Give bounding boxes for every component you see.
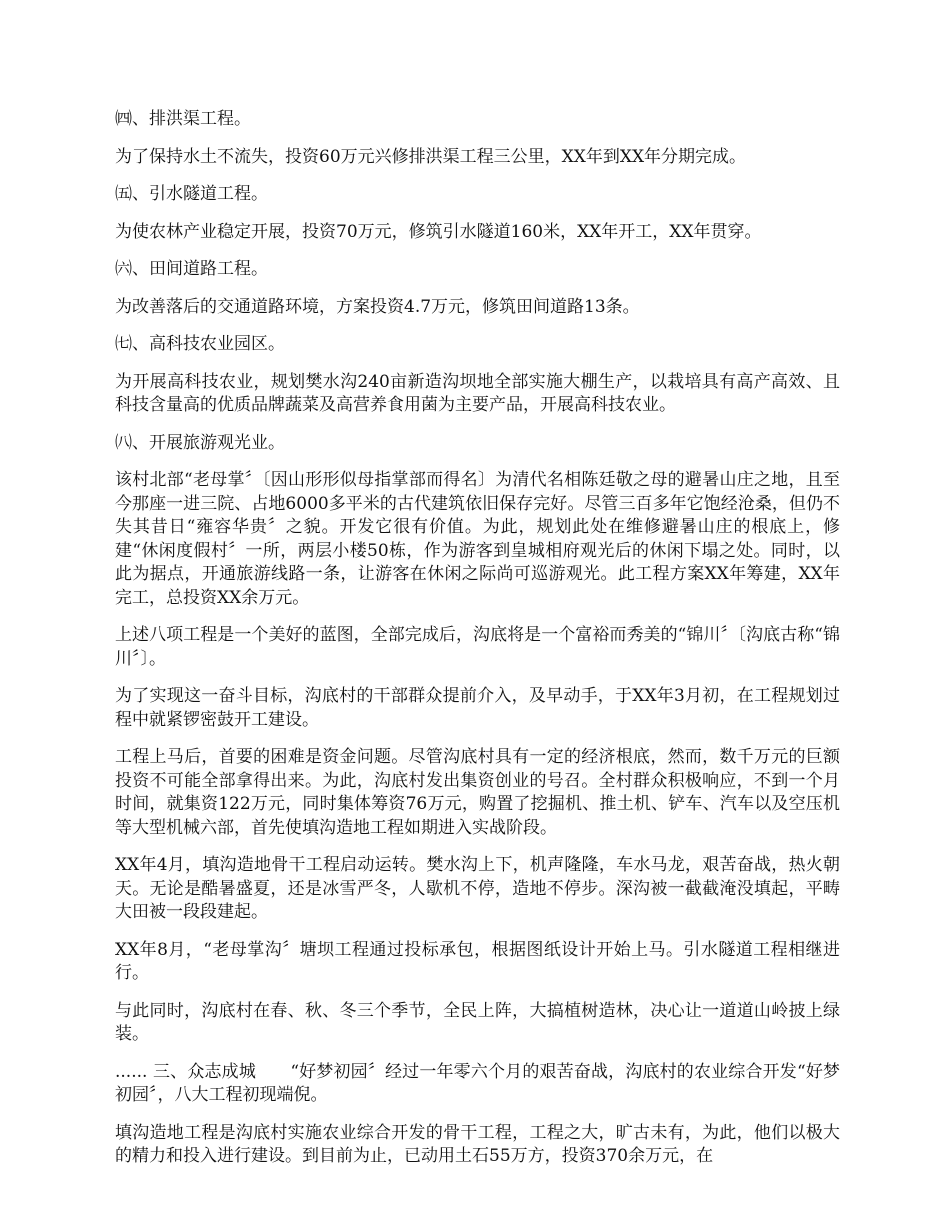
paragraph-field-roads: 为改善落后的交通道路环境，方案投资4.7万元，修筑田间道路13条。 — [115, 296, 640, 317]
paragraph-tourism: 该村北部“老母掌〞〔因山形形似母指掌部而得名〕为清代名相陈廷敬之母的避暑山庄之地，且至今那座一进三院、占地6000多平米的古代建筑依旧保存完好。尽管三百多年它饱经沧桑，但仍不失其昔日“雍容华贵〞之貌。开发它很有价值。为此，规划此处在维修避暑山庄的根底上，修建“休闲度假村〞一所，两层小楼50栋，作为游客到皇城相府观光后的休闲下塌之处。同时，以此为据点，开通旅游线路一条，让游客在休闲之际尚可巡游观光。此工程方案XX年筹建，XX年完工，总投资XX余万元。 — [115, 470, 840, 608]
paragraph-hitech-park: 为开展高科技农业，规划樊水沟240亩新造沟坝地全部实施大棚生产，以栽培具有高产高效、且科技含量高的优质品牌蔬菜及高营养食用菌为主要产品，开展高科技农业。 — [115, 371, 840, 415]
paragraph-drainage: 为了保持水土不流失，投资60万元兴修排洪渠工程三公里，XX年到XX年分期完成。 — [115, 146, 747, 167]
section-heading-tourism: ㈧、开展旅游观光业。 — [115, 432, 285, 453]
section-heading-hitech-park: ㈦、高科技农业园区。 — [115, 334, 285, 354]
document-page — [115, 108, 840, 1183]
paragraph-goal: 为了实现这一奋斗目标，沟底村的干部群众提前介入，及早动手，于XX年3月初，在工程规划过程中就紧锣密鼓开工建设。 — [115, 686, 840, 730]
paragraph-tunnel: 为使农林产业稳定开展，投资70万元，修筑引水隧道160米，XX年开工，XX年贯穿。 — [115, 221, 762, 242]
section-heading-field-roads: ㈥、田间道路工程。 — [115, 259, 268, 279]
paragraph-section-three: ...... 三、众志成城 “好梦初园〞经过一年零六个月的艰苦奋战，沟底村的农业综合开发“好梦初园〞，八大工程初现端倪。 — [115, 1061, 840, 1105]
paragraph-afforestation: 与此同时，沟底村在春、秋、冬三个季节，全民上阵，大搞植树造林，决心让一道道山岭披上绿装。 — [115, 1000, 840, 1044]
paragraph-april: XX年4月，填沟造地骨干工程启动运转。樊水沟上下，机声隆隆，车水马龙，艰苦奋战，热火朝天。无论是酷暑盛夏，还是冰雪严冬，人歇机不停，造地不停步。深沟被一截截淹没填起，平畴大田被一段段建起。 — [115, 855, 840, 922]
paragraph-land-fill: 填沟造地工程是沟底村实施农业综合开发的骨干工程，工程之大，旷古未有，为此，他们以极大的精力和投入进行建设。到目前为止，已动用土石55万方，投资370余万元，在 — [115, 1122, 840, 1166]
paragraph-funding: 工程上马后，首要的困难是资金问题。尽管沟底村具有一定的经济根底，然而，数千万元的巨额投资不可能全部拿得出来。为此，沟底村发出集资创业的号召。全村群众积极响应，不到一个月时间，就集资122万元，同时集体筹资76万元，购置了挖掘机、推土机、铲车、汽车以及空压机等大型机械六部，首先使填沟造地工程如期进入实战阶段。 — [115, 747, 840, 838]
section-heading-tunnel: ㈤、引水隧道工程。 — [115, 184, 268, 204]
paragraph-blueprint: 上述八项工程是一个美好的蓝图，全部完成后，沟底将是一个富裕而秀美的“锦川〞〔沟底古称“锦川〞〕。 — [115, 625, 840, 669]
section-heading-drainage: ㈣、排洪渠工程。 — [115, 109, 251, 129]
paragraph-august: XX年8月，“老母掌沟〞塘坝工程通过投标承包，根据图纸设计开始上马。引水隧道工程相继进行。 — [115, 939, 840, 983]
